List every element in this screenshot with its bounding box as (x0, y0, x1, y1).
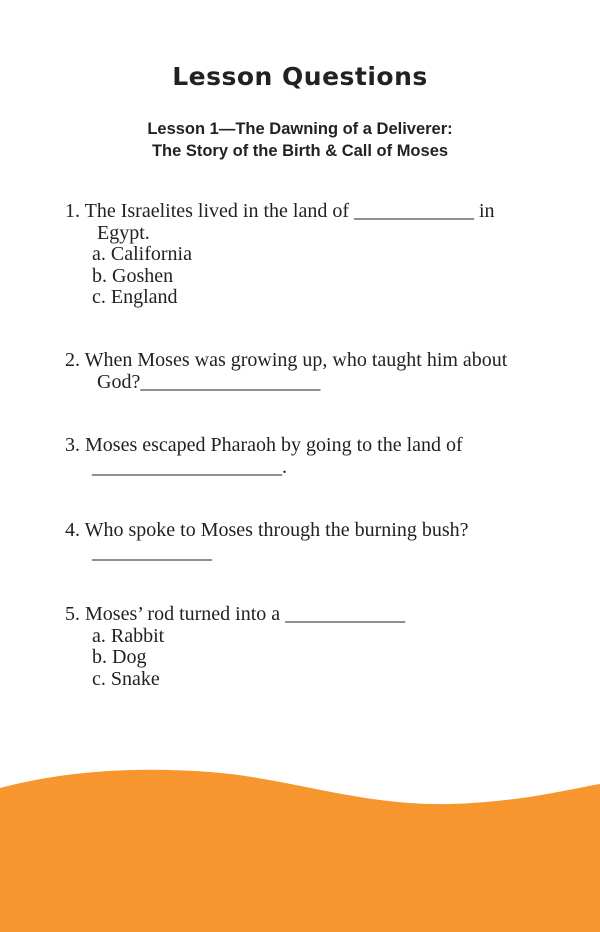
question-1-option-b: b. Goshen (92, 264, 174, 287)
question-4-text-cont: ____________ (92, 540, 212, 563)
lesson-subtitle (0, 118, 600, 162)
question-3-text-cont: ___________________. (92, 455, 287, 478)
question-3 (65, 435, 545, 478)
question-1 (65, 201, 545, 309)
question-5-option-b: b. Dog (92, 646, 147, 668)
question-1-text-cont: Egypt. (97, 221, 150, 244)
question-4 (65, 520, 545, 563)
subtitle-line-1: Lesson 1—The Dawning of a Deliverer: (147, 120, 453, 138)
question-1-option-a: a. California (92, 243, 192, 265)
orange-wave-decoration (0, 760, 600, 932)
question-4-text: 4. Who spoke to Moses through the burning bush? (65, 519, 469, 541)
question-5 (65, 604, 545, 690)
question-2-text-cont: God?__________________ (97, 370, 321, 393)
question-5-text: 5. Moses’ rod turned into a ____________ (65, 603, 406, 625)
subtitle-line-2: The Story of the Birth & Call of Moses (151, 142, 449, 160)
orange-wave-shape (0, 770, 600, 932)
question-5-option-c: c. Snake (92, 667, 160, 690)
question-2-text: 2. When Moses was growing up, who taught him about (65, 349, 508, 371)
question-2 (65, 350, 545, 393)
question-5-option-a: a. Rabbit (92, 624, 165, 647)
page-title: Lesson Questions (172, 62, 428, 91)
question-1-option-c: c. England (92, 286, 178, 308)
question-3-text: 3. Moses escaped Pharaoh by going to the land of (65, 434, 463, 456)
question-1-text: 1. The Israelites lived in the land of ____________ in (65, 200, 495, 222)
